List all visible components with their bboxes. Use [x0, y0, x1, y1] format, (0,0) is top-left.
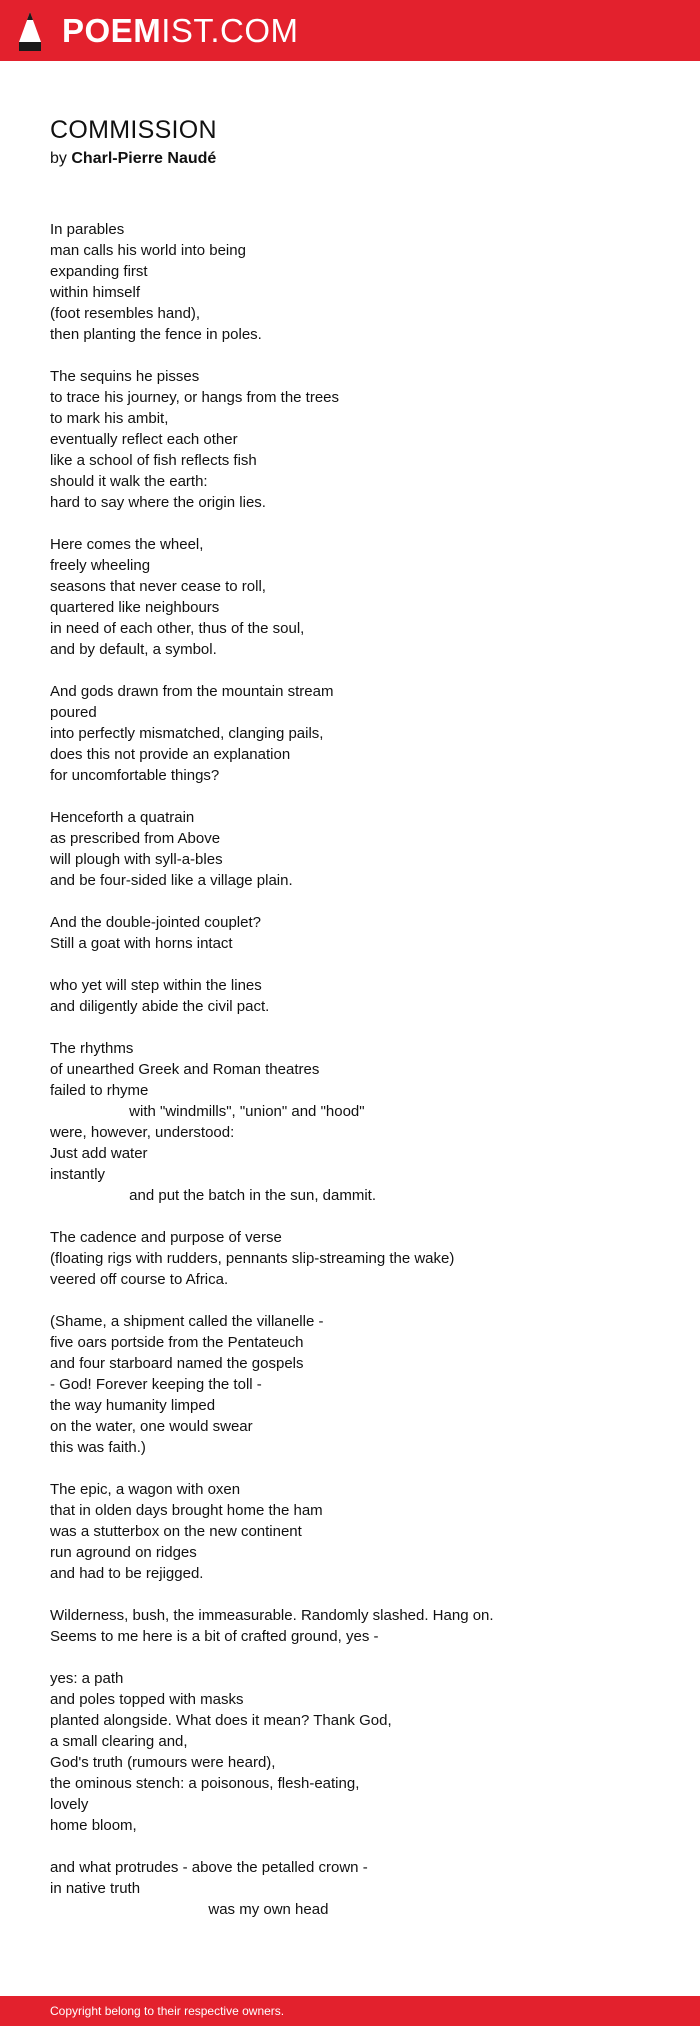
- poem-line: And the double-jointed couplet?: [50, 914, 261, 931]
- poem-line: and put the batch in the sun, dammit.: [50, 1187, 377, 1204]
- poem-line: Here comes the wheel,: [50, 536, 204, 553]
- poem-line: - God! Forever keeping the toll -: [50, 1376, 262, 1393]
- poem-stanza: [50, 807, 670, 891]
- pencil-tip-icon[interactable]: [17, 10, 43, 52]
- poem-line: Still a goat with horns intact: [50, 935, 233, 952]
- poem-line: run aground on ridges: [50, 1544, 197, 1561]
- site-footer: [0, 1996, 700, 2026]
- poem-line: expanding first: [50, 263, 148, 280]
- poem-line: five oars portside from the Pentateuch: [50, 1334, 304, 1351]
- poem-line: The cadence and purpose of verse: [50, 1229, 282, 1246]
- poem-line: on the water, one would swear: [50, 1418, 253, 1435]
- poem-line: does this not provide an explanation: [50, 746, 291, 763]
- poem-line: (foot resembles hand),: [50, 305, 201, 322]
- poem-line: Seems to me here is a bit of crafted ground, yes -: [50, 1628, 379, 1645]
- poem-line: to trace his journey, or hangs from the trees: [50, 389, 340, 406]
- poem-stanza: [50, 975, 670, 1017]
- poem-line: poured: [50, 704, 97, 721]
- poem-line: as prescribed from Above: [50, 830, 221, 847]
- poem-line: instantly: [50, 1166, 106, 1183]
- poem-line: planted alongside. What does it mean? Thank God,: [50, 1712, 392, 1729]
- poem-line: the ominous stench: a poisonous, flesh-eating,: [50, 1775, 360, 1792]
- poem-line: in native truth: [50, 1880, 141, 1897]
- poem-line: was my own head: [50, 1901, 329, 1918]
- poem-line: was a stutterbox on the new continent: [50, 1523, 302, 1540]
- poem-line: In parables: [50, 221, 125, 238]
- poem-line: will plough with syll-a-bles: [50, 851, 223, 868]
- poem-line: quartered like neighbours: [50, 599, 220, 616]
- poem-line: and diligently abide the civil pact.: [50, 998, 270, 1015]
- poem-line: who yet will step within the lines: [50, 977, 262, 994]
- site-logo-text[interactable]: [62, 14, 299, 47]
- poem-line: home bloom,: [50, 1817, 137, 1834]
- poem-line: of unearthed Greek and Roman theatres: [50, 1061, 320, 1078]
- poem-line: failed to rhyme: [50, 1082, 149, 1099]
- poem-line: The epic, a wagon with oxen: [50, 1481, 241, 1498]
- poem-line: for uncomfortable things?: [50, 767, 220, 784]
- poem-line: in need of each other, thus of the soul,: [50, 620, 305, 637]
- poem-line: and what protrudes - above the petalled crown -: [50, 1859, 368, 1876]
- poem-line: the way humanity limped: [50, 1397, 216, 1414]
- poem-line: yes: a path: [50, 1670, 124, 1687]
- poem-line: eventually reflect each other: [50, 431, 238, 448]
- poem-line: Wilderness, bush, the immeasurable. Randomly slashed. Hang on.: [50, 1607, 494, 1624]
- poem-body: [50, 219, 670, 1941]
- poem-line: veered off course to Africa.: [50, 1271, 229, 1288]
- poem-line: hard to say where the origin lies.: [50, 494, 266, 511]
- poem-line: into perfectly mismatched, clanging pails,: [50, 725, 324, 742]
- poem-line: The rhythms: [50, 1040, 134, 1057]
- poem-line: like a school of fish reflects fish: [50, 452, 257, 469]
- poem-line: seasons that never cease to roll,: [50, 578, 266, 595]
- poem-title: COMMISSION: [50, 116, 217, 144]
- poem-line: that in olden days brought home the ham: [50, 1502, 323, 1519]
- poem-line: (Shame, a shipment called the villanelle -: [50, 1313, 324, 1330]
- brand-bold: POEM: [62, 12, 162, 49]
- poem-line: lovely: [50, 1796, 89, 1813]
- poem-stanza: [50, 366, 670, 513]
- poem-line: and by default, a symbol.: [50, 641, 217, 658]
- poem-stanza: [50, 1227, 670, 1290]
- poem-line: Henceforth a quatrain: [50, 809, 195, 826]
- poem-line: and be four-sided like a village plain.: [50, 872, 293, 889]
- poem-line: to mark his ambit,: [50, 410, 169, 427]
- poem-stanza: [50, 1605, 670, 1647]
- poem-stanza: [50, 1668, 670, 1836]
- poem-byline: [50, 150, 216, 168]
- poem-stanza: [50, 1857, 670, 1920]
- poem-stanza: [50, 681, 670, 786]
- author-name: Charl-Pierre Naudé: [71, 150, 217, 167]
- poem-line: then planting the fence in poles.: [50, 326, 262, 343]
- poem-line: within himself: [50, 284, 141, 301]
- poem-line: were, however, understood:: [50, 1124, 235, 1141]
- poem-line: And gods drawn from the mountain stream: [50, 683, 334, 700]
- poem-line: and four starboard named the gospels: [50, 1355, 304, 1372]
- poem-line: (floating rigs with rudders, pennants slip-streaming the wake): [50, 1250, 455, 1267]
- poem-line: with "windmills", "union" and "hood": [50, 1103, 365, 1120]
- poem-line: freely wheeling: [50, 557, 151, 574]
- site-header: [0, 0, 700, 61]
- by-label: by: [50, 150, 67, 167]
- poem-stanza: [50, 912, 670, 954]
- poem-line: man calls his world into being: [50, 242, 246, 259]
- poem-line: should it walk the earth:: [50, 473, 208, 490]
- poem-line: Just add water: [50, 1145, 148, 1162]
- poem-stanza: [50, 534, 670, 660]
- poem-stanza: [50, 219, 670, 345]
- poem-line: The sequins he pisses: [50, 368, 200, 385]
- brand-rest: IST.COM: [161, 12, 299, 49]
- poem-stanza: [50, 1038, 670, 1206]
- poem-line: this was faith.): [50, 1439, 146, 1456]
- poem-line: and had to be rejigged.: [50, 1565, 204, 1582]
- poem-line: a small clearing and,: [50, 1733, 188, 1750]
- poem-line: God's truth (rumours were heard),: [50, 1754, 276, 1771]
- poem-stanza: [50, 1311, 670, 1458]
- poem-stanza: [50, 1479, 670, 1584]
- copyright-text: Copyright belong to their respective owners.: [50, 2004, 285, 2018]
- poem-line: and poles topped with masks: [50, 1691, 244, 1708]
